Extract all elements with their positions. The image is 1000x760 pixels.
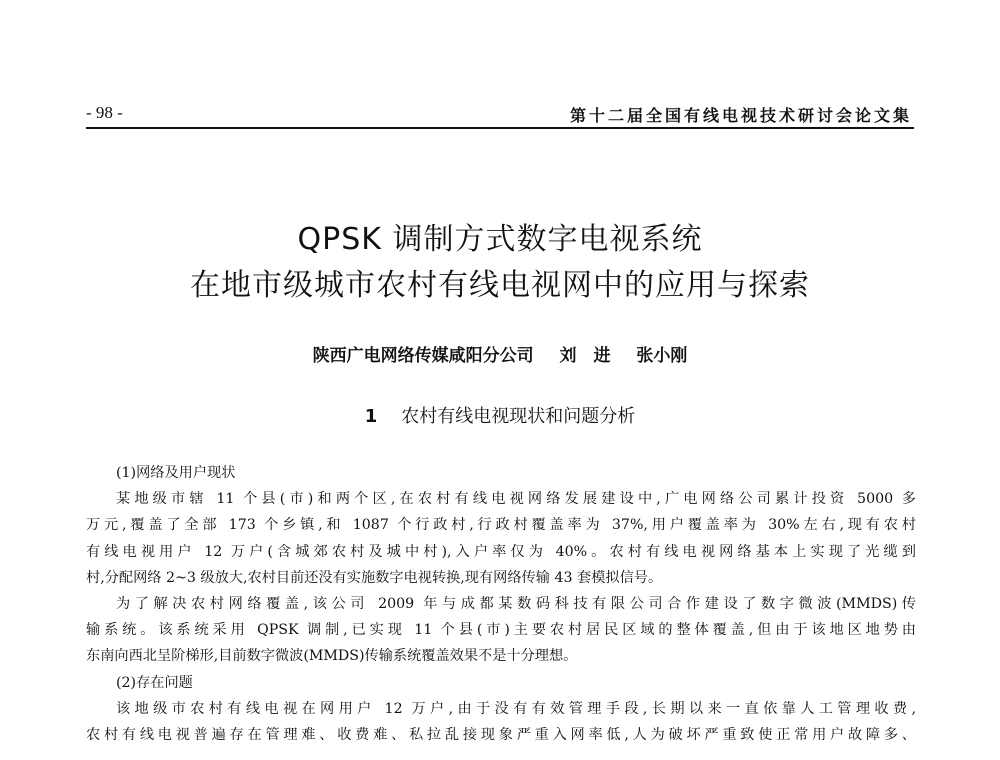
paragraph-line: 东南向西北呈阶梯形,目前数字微波(MMDS)传输系统覆盖效果不是十分理想。 bbox=[86, 648, 578, 665]
paragraph-line: 某地级市辖 11 个县(市)和两个区,在农村有线电视网络发展建设中,广电网络公司累计投资 5000 多 bbox=[116, 491, 916, 508]
paper-title-line-1: QPSK 调制方式数字电视系统 bbox=[297, 222, 703, 257]
subsection-heading: (2)存在问题 bbox=[116, 674, 193, 691]
author-name: 张小刚 bbox=[636, 346, 688, 366]
paragraph-line: 万元,覆盖了全部 173 个乡镇,和 1087 个行政村,行政村覆盖率为 37%,用户覆盖率为 30%左右,现有农村 bbox=[86, 517, 916, 534]
paragraph-line: 有线电视用户 12 万户(含城郊农村及城中村),入户率仅为 40%。农村有线电视网络基本上实现了光缆到 bbox=[86, 543, 916, 560]
running-header bbox=[86, 103, 914, 129]
running-title: 第十二届全国有线电视技术研讨会论文集 bbox=[569, 106, 912, 125]
affiliation: 陕西广电网络传媒咸阳分公司 bbox=[312, 346, 534, 366]
section-number: 1 bbox=[364, 406, 378, 427]
paragraph-line: 该地级市农村有线电视在网用户 12 万户,由于没有有效管理手段,长期以来一直依靠人工管理收费, bbox=[116, 700, 916, 717]
author-name: 刘 进 bbox=[559, 346, 611, 366]
section-title: 农村有线电视现状和问题分析 bbox=[401, 406, 636, 427]
paragraph-line: 农村有线电视普遍存在管理难、收费难、私拉乱接现象严重入网率低,人为破坏严重致使正常用户故障多、 bbox=[86, 727, 916, 744]
section-heading bbox=[0, 402, 1000, 428]
page-number: - 98 - bbox=[86, 103, 123, 122]
body-text bbox=[86, 460, 916, 748]
paragraph-line: 村,分配网络 2~3 级放大,农村目前还没有实施数字电视转换,现有网络传输 43 套模拟信号。 bbox=[86, 569, 663, 586]
paper-title-line-2: 在地市级城市农村有线电视网中的应用与探索 bbox=[190, 268, 810, 303]
author-line bbox=[0, 341, 1000, 366]
paragraph-line: 输系统。该系统采用 QPSK 调制,已实现 11 个县(市)主要农村居民区域的整体覆盖,但由于该地区地势由 bbox=[86, 622, 916, 639]
paragraph-line: 为了解决农村网络覆盖,该公司 2009 年与成都某数码科技有限公司合作建设了数字微波(MMDS)传 bbox=[116, 596, 916, 613]
header-rule bbox=[86, 127, 914, 129]
subsection-heading: (1)网络及用户现状 bbox=[116, 465, 236, 481]
